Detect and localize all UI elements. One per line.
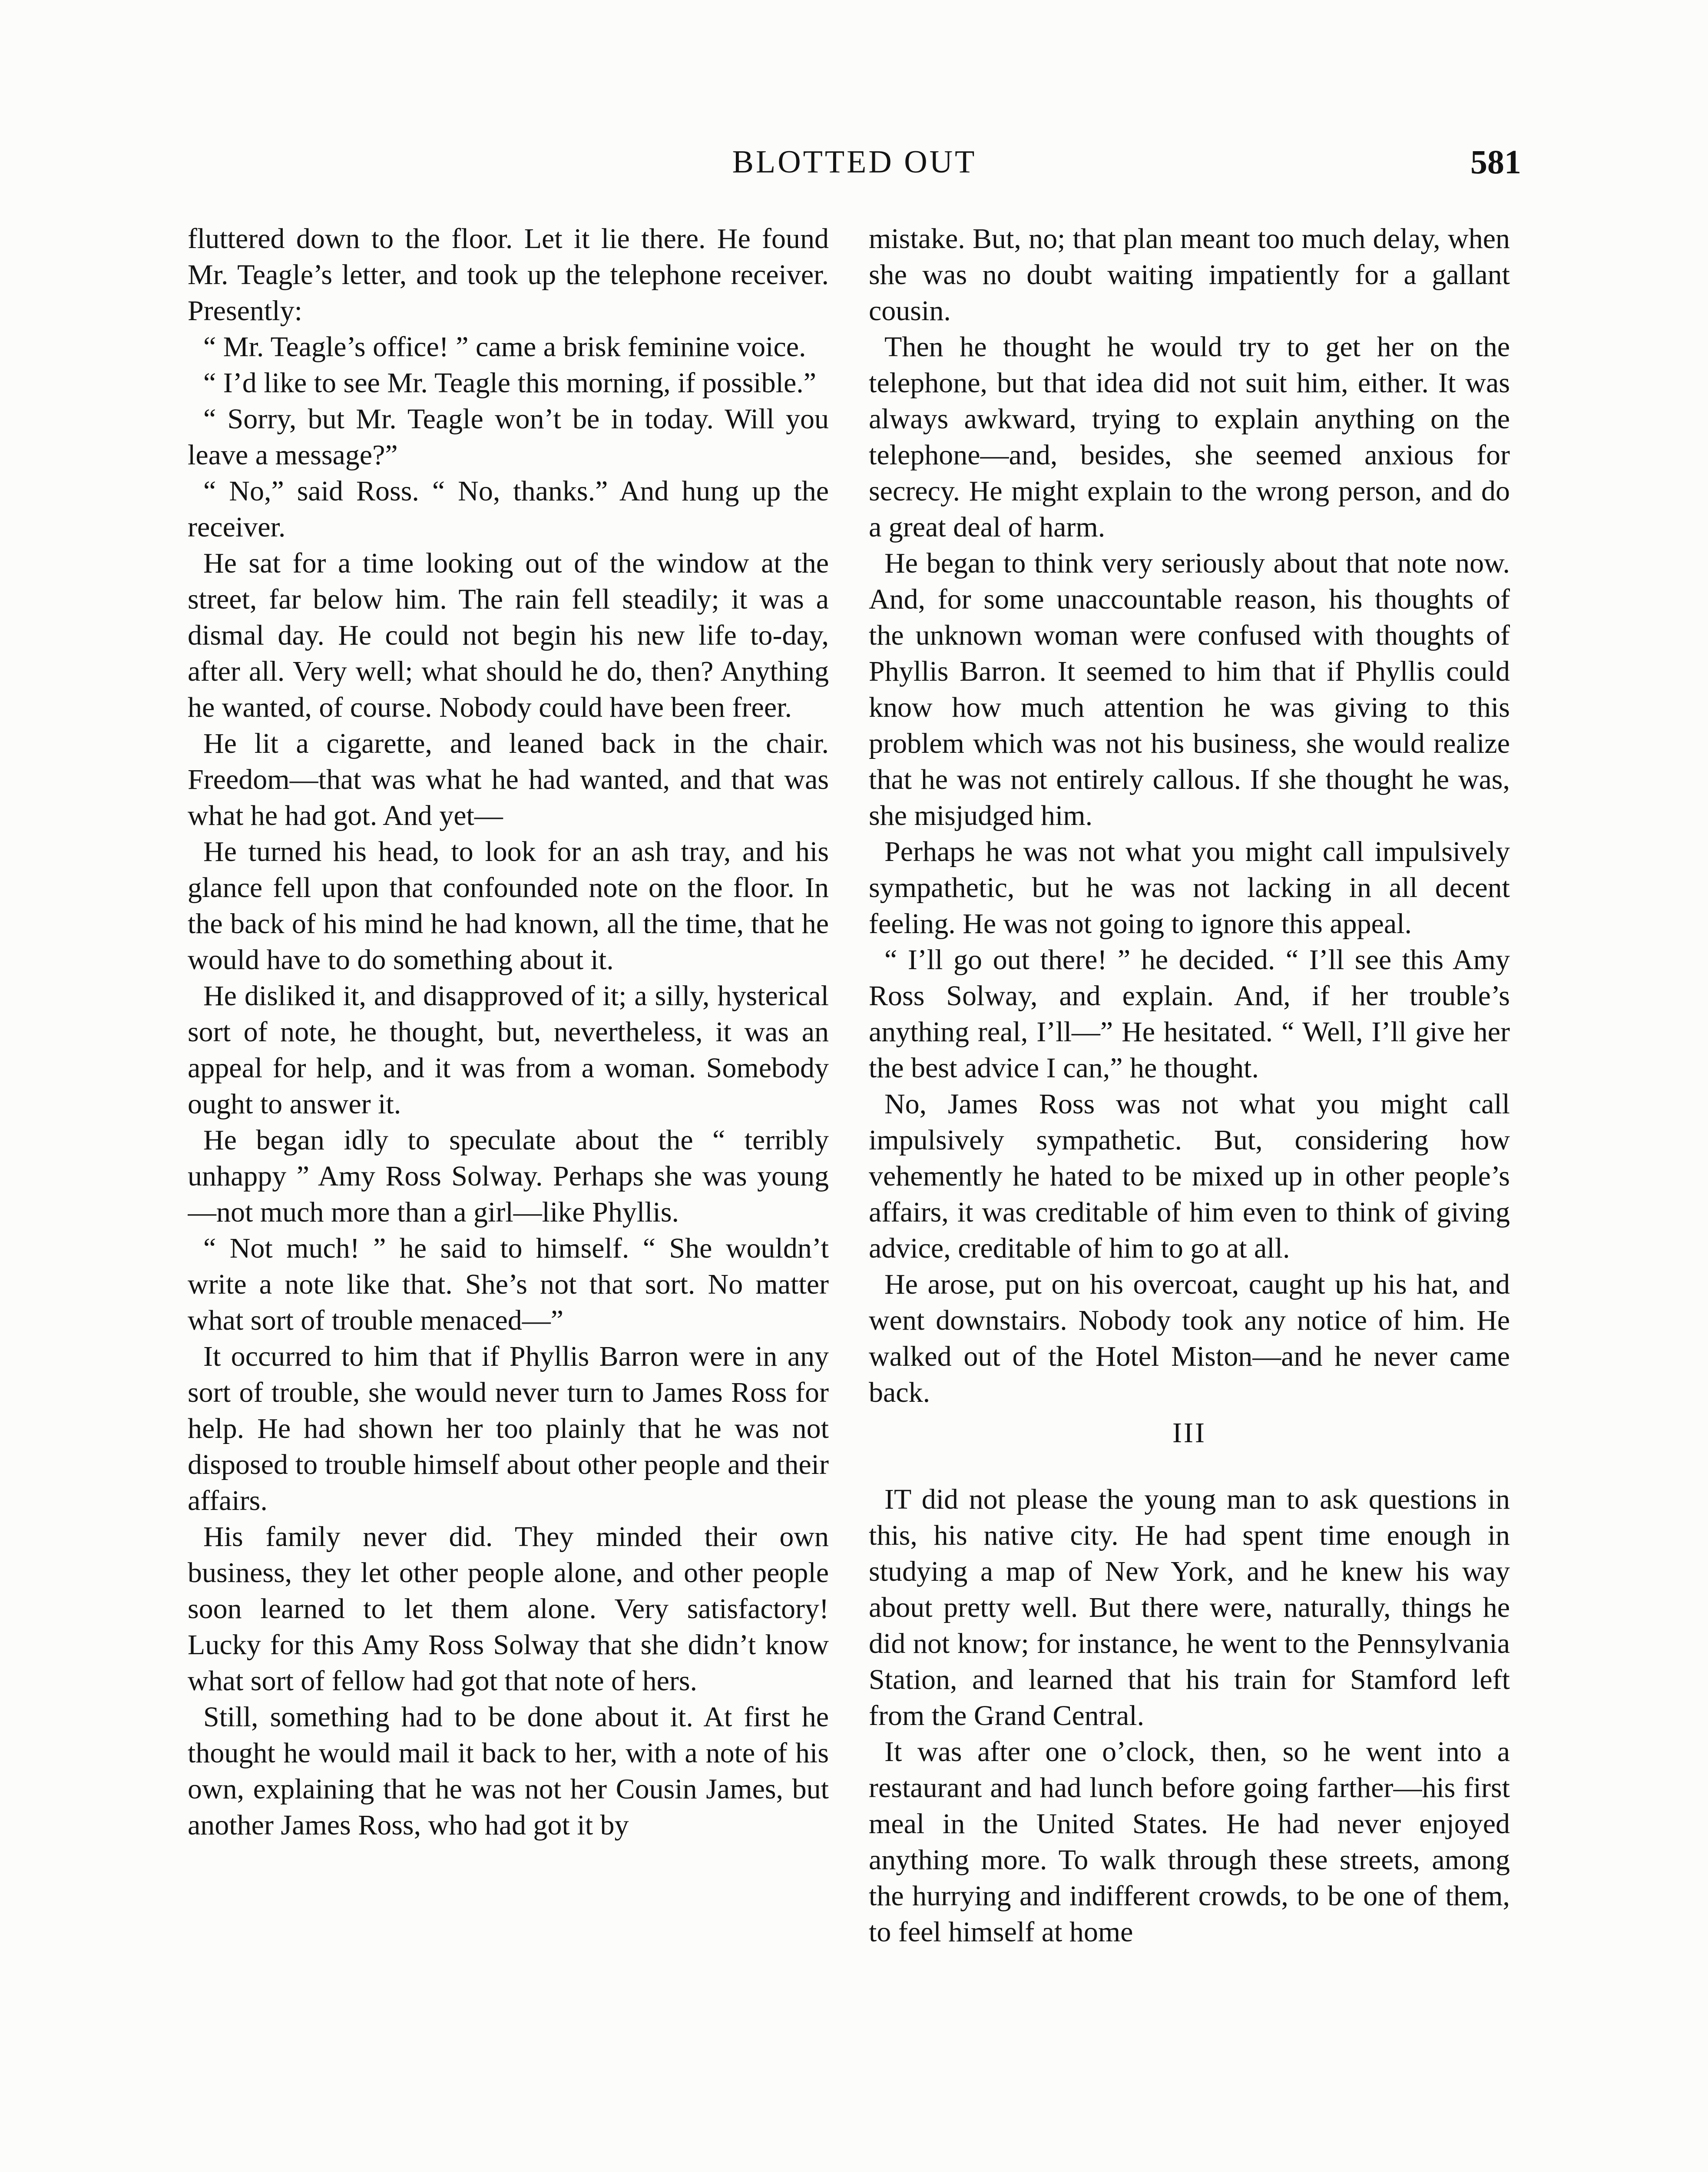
paragraph: Perhaps he was not what you might call impulsively sympathetic, but he was not lacking in all decent feeling. He was not going to ignore this appeal. — [869, 836, 1510, 940]
paragraph: Still, something had to be done about it. At first he thought he would mail it back to her, with a note of his own, explaining that he was not her Cousin James, but another James Ross, who had got it by — [188, 1701, 829, 1841]
paragraph: He lit a cigarette, and leaned back in the chair. Freedom—that was what he had wanted, and that was what he had got. And yet— — [188, 728, 829, 831]
paragraph: “ No,” said Ross. “ No, thanks.” And hung up the receiver. — [188, 475, 829, 543]
left-column — [188, 221, 829, 2172]
paragraph: “ Mr. Teagle’s office! ” came a brisk feminine voice. — [203, 331, 806, 363]
paragraph: He sat for a time looking out of the window at the street, far below him. The rain fell steadily; it was a dismal day. He could not begin his new life to-day, after all. Very well; what should he do, then? Anything he wanted, of course. Nobody could have been freer. — [188, 547, 829, 723]
paragraph: IT did not please the young man to ask questions in this, his native city. He had spent time enough in studying a map of New York, and he knew his way about pretty well. But there were, naturally, things he did not know; for instance, he went to the Pennsylvania Station, and learned that his train for Stamford left from the Grand Central. — [869, 1483, 1510, 1732]
paragraph: He arose, put on his overcoat, caught up his hat, and went downstairs. Nobody took any notice of him. He walked out of the Hotel Miston—and he never came back. — [869, 1268, 1510, 1408]
paragraph: fluttered down to the floor. Let it lie there. He found Mr. Teagle’s letter, and took up the telephone receiver. Presently: — [188, 223, 829, 327]
section-heading: III — [1172, 1417, 1206, 1449]
right-column — [869, 221, 1510, 2172]
paragraph: “ Not much! ” he said to himself. “ She wouldn’t write a note like that. She’s not that sort. No matter what sort of trouble menaced—” — [188, 1232, 829, 1336]
paragraph: It occurred to him that if Phyllis Barron were in any sort of trouble, she would never turn to James Ross for help. He had shown her too plainly that he was not disposed to trouble himself about other people and their affairs. — [188, 1341, 829, 1516]
page-number: 581 — [1470, 143, 1521, 181]
paragraph: His family never did. They minded their own business, they let other people alone, and other people soon learned to let them alone. Very satisfactory! Lucky for this Amy Ross Solway that she didn’t know what sort of fellow had got that note of hers. — [188, 1521, 829, 1697]
paragraph: He began idly to speculate about the “ terribly unhappy ” Amy Ross Solway. Perhaps she was young—not much more than a girl—like Phyllis. — [188, 1124, 829, 1228]
paragraph: He disliked it, and disapproved of it; a silly, hysterical sort of note, he thought, but, nevertheless, it was an appeal for help, and it was from a woman. Somebody ought to answer it. — [188, 980, 829, 1120]
running-head — [188, 138, 1521, 186]
paragraph: “ I’d like to see Mr. Teagle this morning, if possible.” — [203, 367, 817, 399]
paragraph: “ I’ll go out there! ” he decided. “ I’ll see this Amy Ross Solway, and explain. And, if her trouble’s anything real, I’ll—” He hesitated. “ Well, I’ll give her the best advice I can,” he thought. — [869, 944, 1510, 1084]
paragraph: It was after one o’clock, then, so he went into a restaurant and had lunch before going farther—his first meal in the United States. He had never enjoyed anything more. To walk through these streets, among the hurrying and indifferent crowds, to be one of them, to feel himself at home — [869, 1736, 1510, 1948]
paragraph: He turned his head, to look for an ash tray, and his glance fell upon that confounded note on the floor. In the back of his mind he had known, all the time, that he would have to do something about it. — [188, 836, 829, 976]
paragraph: mistake. But, no; that plan meant too much delay, when she was no doubt waiting impatiently for a gallant cousin. — [869, 223, 1510, 327]
paragraph: He began to think very seriously about that note now. And, for some unaccountable reason, his thoughts of the unknown woman were confused with thoughts of Phyllis Barron. It seemed to him that if Phyllis could know how much attention he was giving to this problem which was not his business, she would realize that he was not entirely callous. If she thought he was, she misjudged him. — [869, 547, 1510, 831]
running-title: BLOTTED OUT — [732, 144, 977, 180]
paragraph: Then he thought he would try to get her on the telephone, but that idea did not suit him, either. It was always awkward, trying to explain anything on the telephone—and, besides, she seemed anxious for secrecy. He might explain to the wrong person, and do a great deal of harm. — [869, 331, 1510, 543]
paragraph: No, James Ross was not what you might call impulsively sympathetic. But, considering how vehemently he hated to be mixed up in other people’s affairs, it was creditable of him even to think of giving advice, creditable of him to go at all. — [869, 1088, 1510, 1264]
paragraph: “ Sorry, but Mr. Teagle won’t be in today. Will you leave a message?” — [188, 403, 829, 471]
